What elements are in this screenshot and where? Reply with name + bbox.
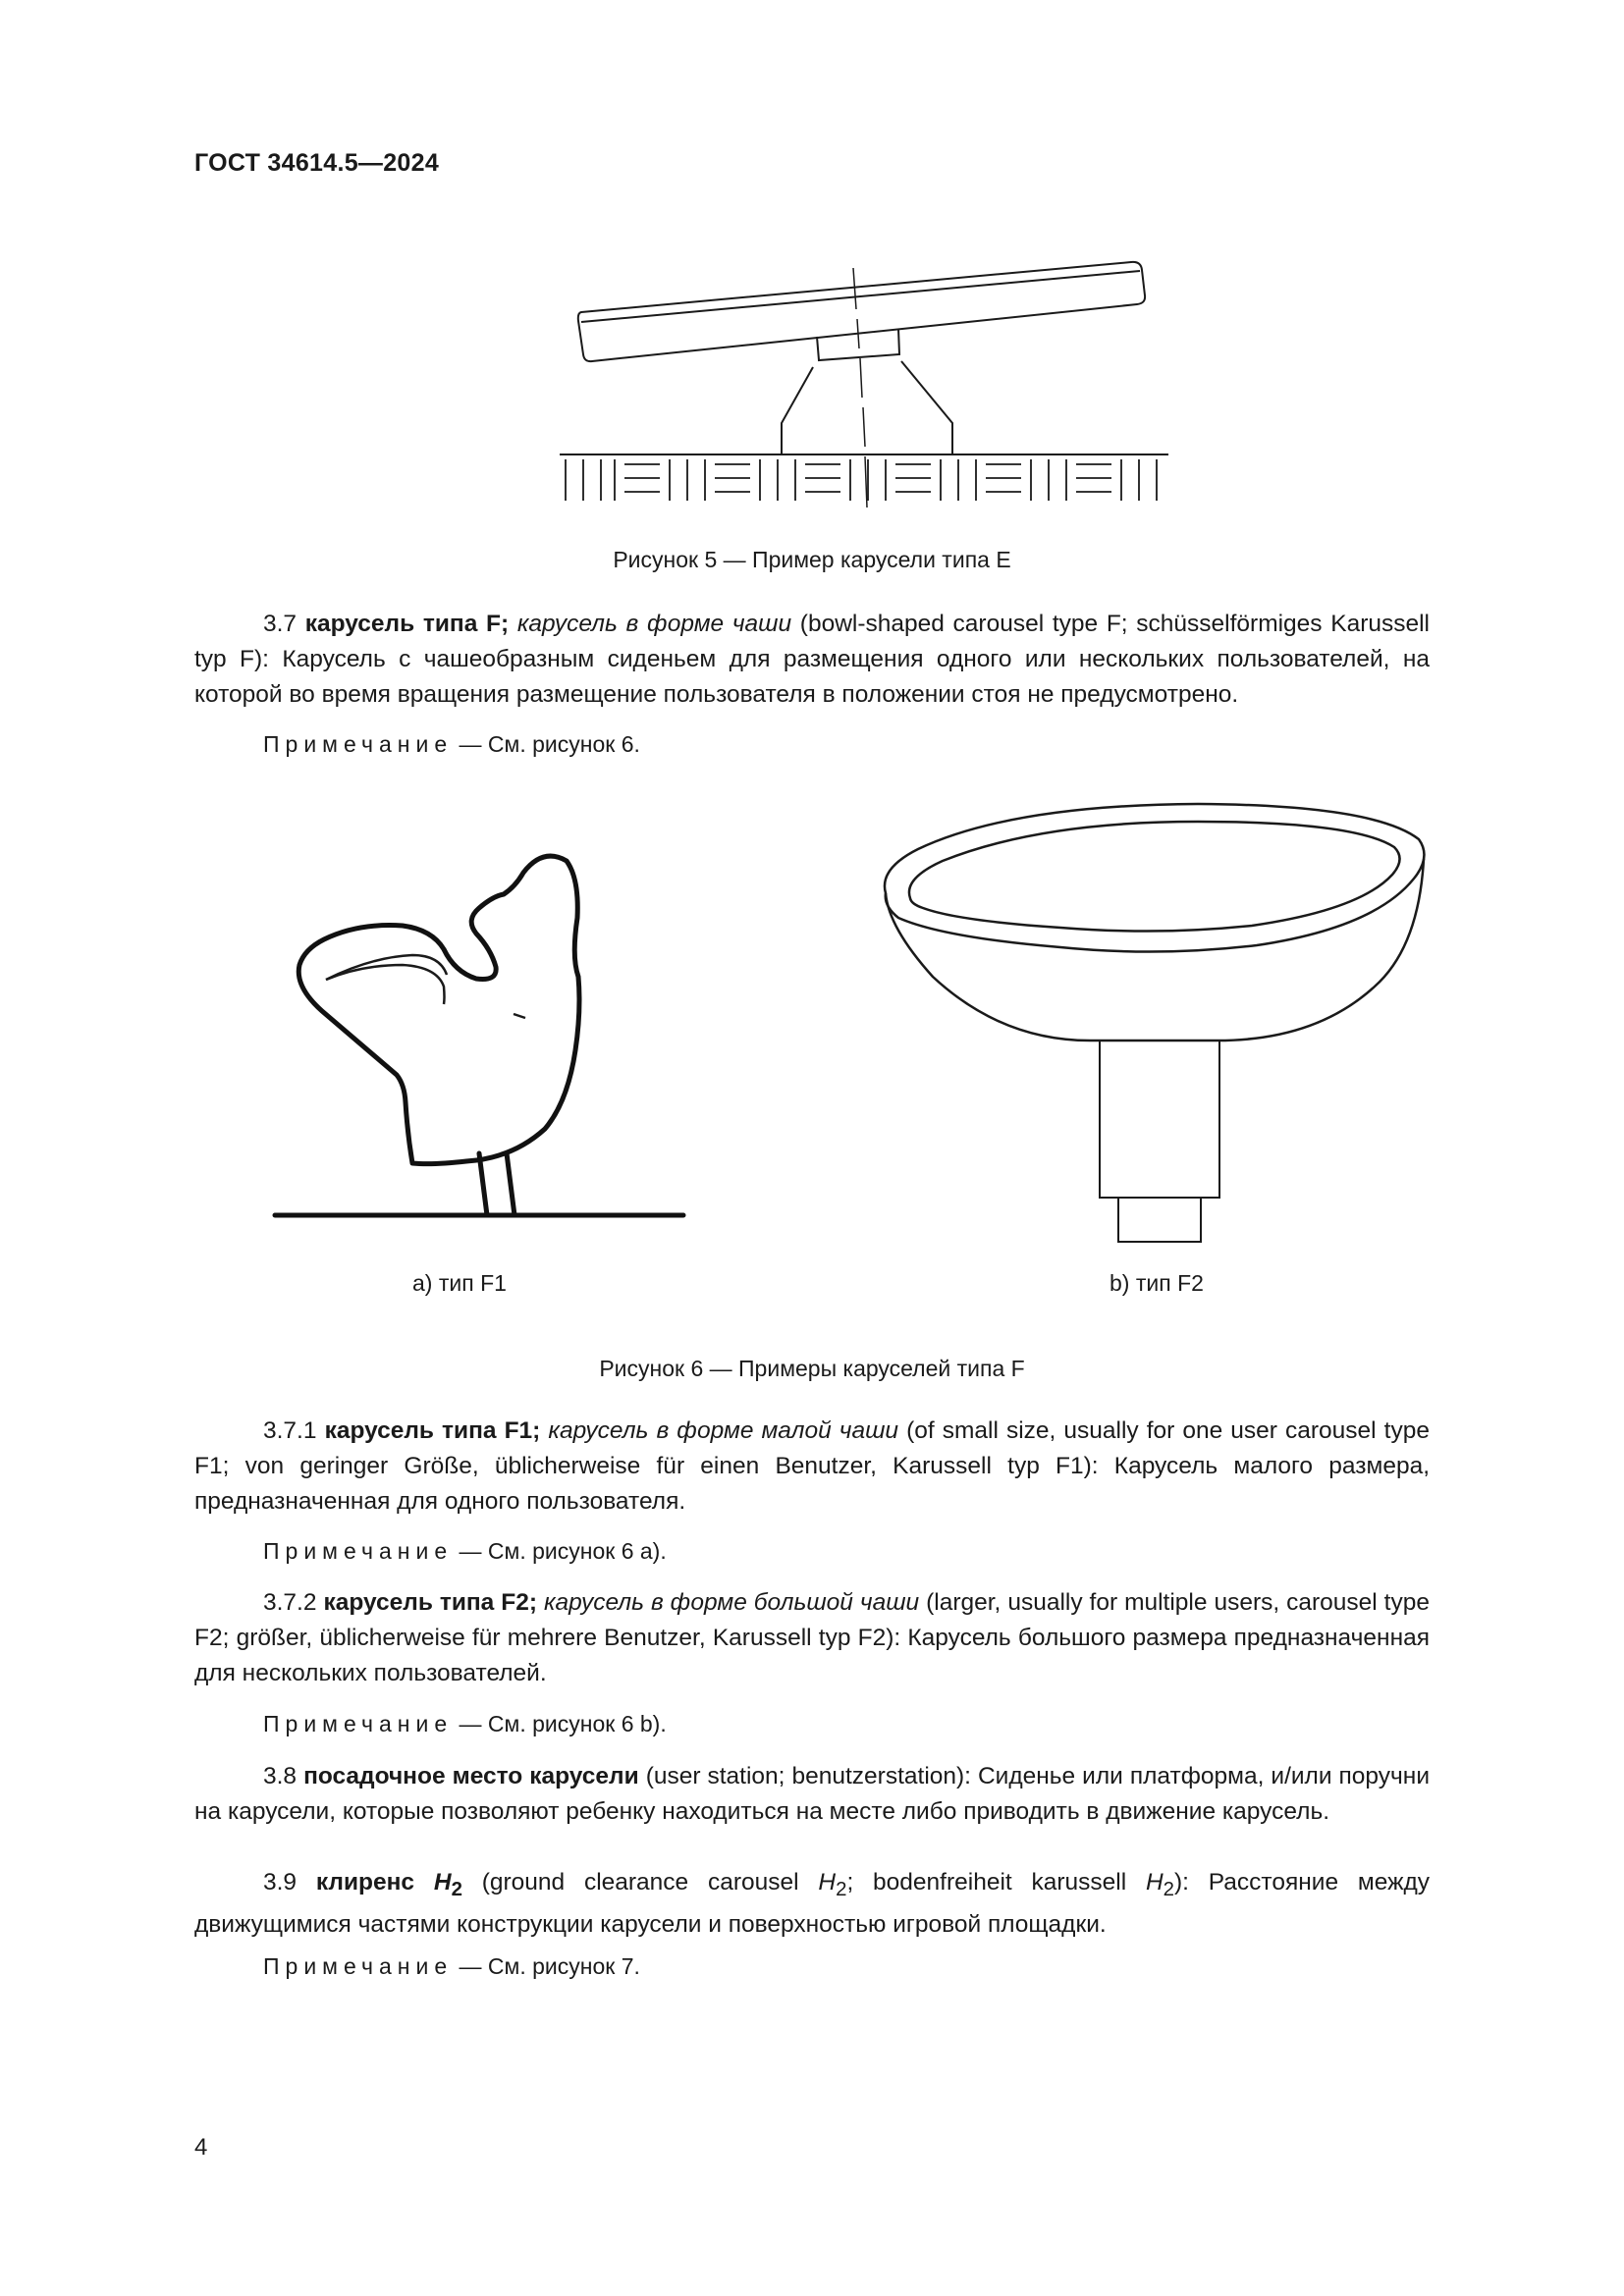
definition-part-2: ; bodenfreiheit karussell bbox=[846, 1869, 1127, 1896]
note-4 bbox=[263, 1953, 640, 1980]
term: карусель типа F2; bbox=[323, 1589, 538, 1616]
term: посадочное место карусели bbox=[303, 1763, 639, 1789]
term: клиренс bbox=[315, 1869, 415, 1896]
note-text: — См. рисунок 6. bbox=[459, 731, 640, 757]
term: карусель типа F; bbox=[304, 611, 510, 637]
note-label: Примечание bbox=[263, 1711, 454, 1736]
figure-5-drawing bbox=[550, 250, 1178, 510]
figure-6a-drawing bbox=[265, 839, 697, 1222]
term: карусель типа F1; bbox=[324, 1417, 541, 1444]
clause-3-7-2 bbox=[194, 1585, 1430, 1691]
note-2 bbox=[263, 1538, 667, 1565]
clause-3-7 bbox=[194, 607, 1430, 713]
definition-part-1: (ground clearance carousel bbox=[481, 1869, 799, 1896]
note-text: — См. рисунок 7. bbox=[459, 1953, 640, 1979]
clause-number: 3.7.1 bbox=[263, 1417, 317, 1444]
term-symbol: H bbox=[433, 1869, 452, 1896]
clause-3-9 bbox=[194, 1865, 1430, 1943]
clause-3-7-1 bbox=[194, 1414, 1430, 1520]
figure-6a-label: a) тип F1 bbox=[412, 1270, 507, 1296]
term-synonym: карусель в форме чаши bbox=[516, 611, 792, 637]
figure-5-caption: Рисунок 5 — Пример карусели типа E bbox=[613, 547, 1011, 572]
figure-6-caption: Рисунок 6 — Примеры каруселей типа F bbox=[599, 1356, 1025, 1381]
figure-6b-drawing bbox=[864, 800, 1434, 1252]
symbol-inline-2-subscript: 2 bbox=[1163, 1878, 1175, 1900]
note-text: — См. рисунок 6 b). bbox=[459, 1711, 667, 1736]
note-text: — См. рисунок 6 a). bbox=[459, 1538, 667, 1564]
clause-number: 3.9 bbox=[263, 1869, 298, 1896]
note-label: Примечание bbox=[263, 1538, 454, 1564]
clause-3-8 bbox=[194, 1759, 1430, 1830]
symbol-inline-1-subscript: 2 bbox=[836, 1878, 847, 1900]
definition: (user station; benutzerstation): Сиденье или платформа, и/или поручни на карусели, которые позволяют ребенку находиться на месте либо приводить в движение карусель. bbox=[194, 1763, 1431, 1825]
document-header: ГОСТ 34614.5—2024 bbox=[194, 149, 440, 177]
figure-6b-label: b) тип F2 bbox=[1110, 1270, 1204, 1296]
definition: (bowl-shaped carousel type F; schüsselförmiges Karussell typ F): Карусель с чашеобразным сиденьем для размещения одного или нескольких пользователей, на которой во время вращения размещение пользователя в положении стоя не предусмотрено. bbox=[194, 611, 1430, 708]
note-label: Примечание bbox=[263, 1953, 454, 1979]
symbol-inline-1: H bbox=[818, 1869, 837, 1896]
note-1 bbox=[263, 731, 640, 758]
definition: (of small size, usually for one user carousel type F1; von geringer Größe, üblicherweise für einen Benutzer, Karussell typ F1): Карусель малого размера, предназначенная для одного пользователя. bbox=[194, 1417, 1430, 1515]
note-label: Примечание bbox=[263, 731, 454, 757]
clause-number: 3.7 bbox=[263, 611, 298, 637]
definition: (larger, usually for multiple users, carousel type F2; größer, üblicherweise für mehrere Benutzer, Karussell typ F2): Карусель большого размера предназначенная для нескольких пользователей. bbox=[194, 1589, 1430, 1686]
page-number: 4 bbox=[194, 2134, 208, 2161]
term-synonym: карусель в форме малой чаши bbox=[548, 1417, 899, 1444]
definition-part-3: ): Расстояние между движущимися частями конструкции карусели и поверхностью игровой площадки. bbox=[194, 1869, 1431, 1938]
clause-number: 3.7.2 bbox=[263, 1589, 317, 1616]
term-synonym: карусель в форме большой чаши bbox=[543, 1589, 920, 1616]
symbol-inline-2: H bbox=[1145, 1869, 1164, 1896]
term-symbol-subscript: 2 bbox=[451, 1878, 462, 1900]
clause-number: 3.8 bbox=[263, 1763, 298, 1789]
note-3 bbox=[263, 1711, 667, 1737]
